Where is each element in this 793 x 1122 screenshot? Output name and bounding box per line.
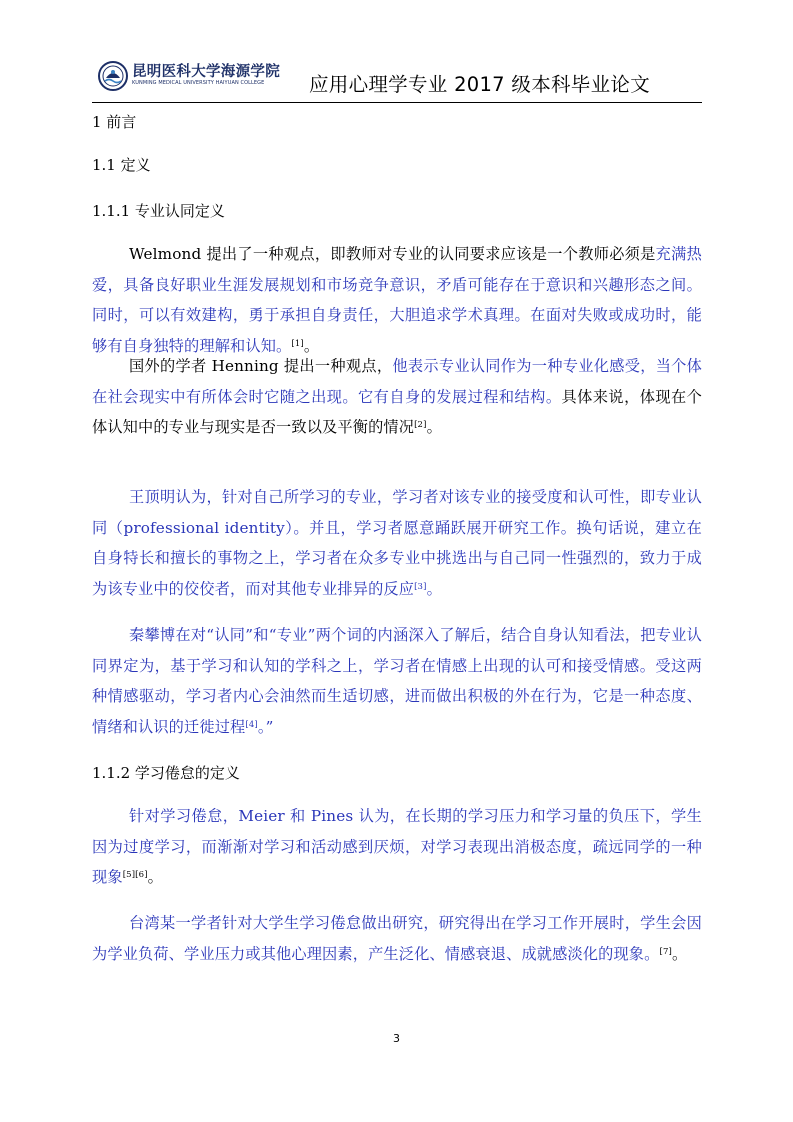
text-run: 。	[303, 337, 320, 356]
text-run-highlighted: 秦攀博在对“认同”和“专业”两个词的内涵深入了解后，结合自身认知看法，把专业认同界定为，基于学习和认知的学科之上，学习者在情感上出现的认可和接受情感。受这两种情感驱动，学习者内心会油然而生适切感，进而做出积极的外在行为，它是一种态度、情绪和认识的迁徙过程	[92, 626, 702, 737]
heading-preface: 1 前言	[92, 113, 137, 131]
paragraph-wang	[92, 482, 702, 605]
paragraph-qin	[92, 620, 702, 743]
text-run-highlighted: 充满热爱，具备良好职业生涯发展规划和市场竞争意识，矛盾可能存在于意识和兴趣形态之间。同时，可以有效建构，勇于承担自身责任，大胆追求学术真理。在面对失败或成功时，能够有自身独特的理解和认知。	[92, 245, 702, 356]
page-number: 3	[393, 1032, 400, 1045]
logo-text: 昆明医科大学海源学院	[132, 63, 280, 80]
university-logo	[96, 58, 280, 94]
text-run: 国外的学者 Henning 提出一种观点，	[129, 357, 393, 375]
text-run: Welmond 提出了一种观点，即教师对专业的认同要求应该是一个教师必须是	[129, 245, 656, 263]
heading-professional-identity: 1.1.1 专业认同定义	[92, 202, 225, 220]
text-run-highlighted: 他表示专业认同作为一种专业化感受，当个体在社会现实中有所体会时它随之出现。它有自身的发展过程和结构。	[92, 357, 703, 406]
heading-learning-burnout: 1.1.2 学习倦怠的定义	[92, 764, 240, 782]
text-run: 。	[426, 580, 442, 599]
paragraph-meier-pines	[92, 801, 702, 893]
heading-definition: 1.1 定义	[92, 156, 151, 174]
text-run: 。	[426, 418, 442, 437]
citation: [1]	[291, 339, 304, 350]
paragraph-henning	[92, 351, 702, 443]
text-run-highlighted: 针对学习倦怠，Meier 和 Pines 认为，在长期的学习压力和学习量的负压下，学生因为过度学习，而渐渐对学习和活动感到厌烦，对学习表现出消极态度，疏远同学的一种现象	[92, 807, 702, 887]
citation: [4]	[245, 720, 258, 731]
text-run: 。	[147, 868, 164, 887]
logo-subtext: KUNMING MEDICAL UNIVERSITY HAIYUAN COLLEGE	[132, 80, 265, 86]
paragraph-welmond	[92, 239, 702, 362]
text-run: 。”	[257, 718, 274, 737]
citation: [2]	[414, 420, 427, 431]
paragraph-taiwan-scholar	[92, 908, 702, 969]
text-run: 具体来说，体现在个体认知中的专业与现实是否一致以及平衡的情况	[92, 387, 702, 437]
citation: [5][6]	[122, 870, 148, 881]
text-run-highlighted: 台湾某一学者针对大学生学习倦怠做出研究，研究得出在学习工作开展时，学生会因为学业负荷、学业压力或其他心理因素，产生泛化、情感衰退、成就感淡化的现象。	[92, 914, 702, 963]
university-emblem-icon	[98, 61, 128, 91]
header-title: 应用心理学专业 2017 级本科毕业论文	[308, 73, 650, 96]
page-header	[92, 52, 702, 103]
citation: [7]	[659, 946, 672, 957]
citation: [3]	[414, 582, 427, 593]
text-run: 。	[672, 944, 688, 963]
text-run-highlighted: 王顶明认为，针对自己所学习的专业，学习者对该专业的接受度和认可性，即专业认同（professional identity）。并且，学习者愿意踊跃展开研究工作。换句话说，建立在自身特长和擅长的事物之上，学习者在众多专业中挑选出与自己同一性强烈的，致力于成为该专业中的佼佼者，而对其他专业排异的反应	[92, 488, 702, 599]
